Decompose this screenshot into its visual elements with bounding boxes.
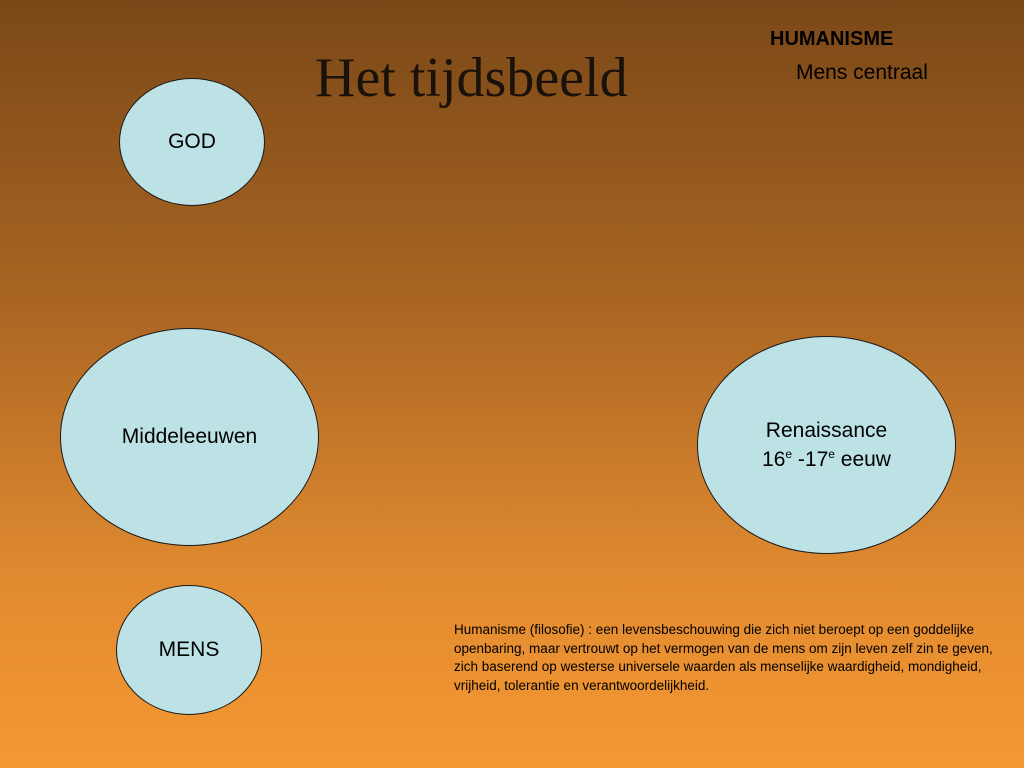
century-separator: -17 [792,448,829,471]
god-label: GOD [168,130,216,153]
renaissance-century [762,445,891,474]
theme-subheading: Mens centraal [796,61,928,84]
renaissance-label: Renaissance [765,418,888,442]
middle-ages-label: Middeleeuwen [121,425,258,448]
century-end-ordinal: e [828,447,835,461]
century-suffix: eeuw [834,448,891,471]
century-start-ordinal: e [785,447,793,461]
god-bubble [119,78,265,206]
humanism-definition: Humanisme (filosofie) : een levensbeschouwing die zich niet beroept op een goddelijke openbaring, maar vertrouwt op het vermogen van de mens om zijn leven zelf zin te geven, zich baserend op westerse universele waarden als menselijke waardigheid, mondigheid, vrijheid, tolerantie en verantwoordelijkheid. [454,622,993,693]
century-start: 16 [762,448,786,471]
slide-title: Het tijdsbeeld [315,47,628,109]
renaissance-text [762,416,891,475]
renaissance-bubble [697,336,956,554]
middle-ages-bubble [60,328,319,546]
theme-heading: HUMANISME [770,28,894,50]
man-bubble [116,585,262,715]
man-label: MENS [158,638,220,661]
